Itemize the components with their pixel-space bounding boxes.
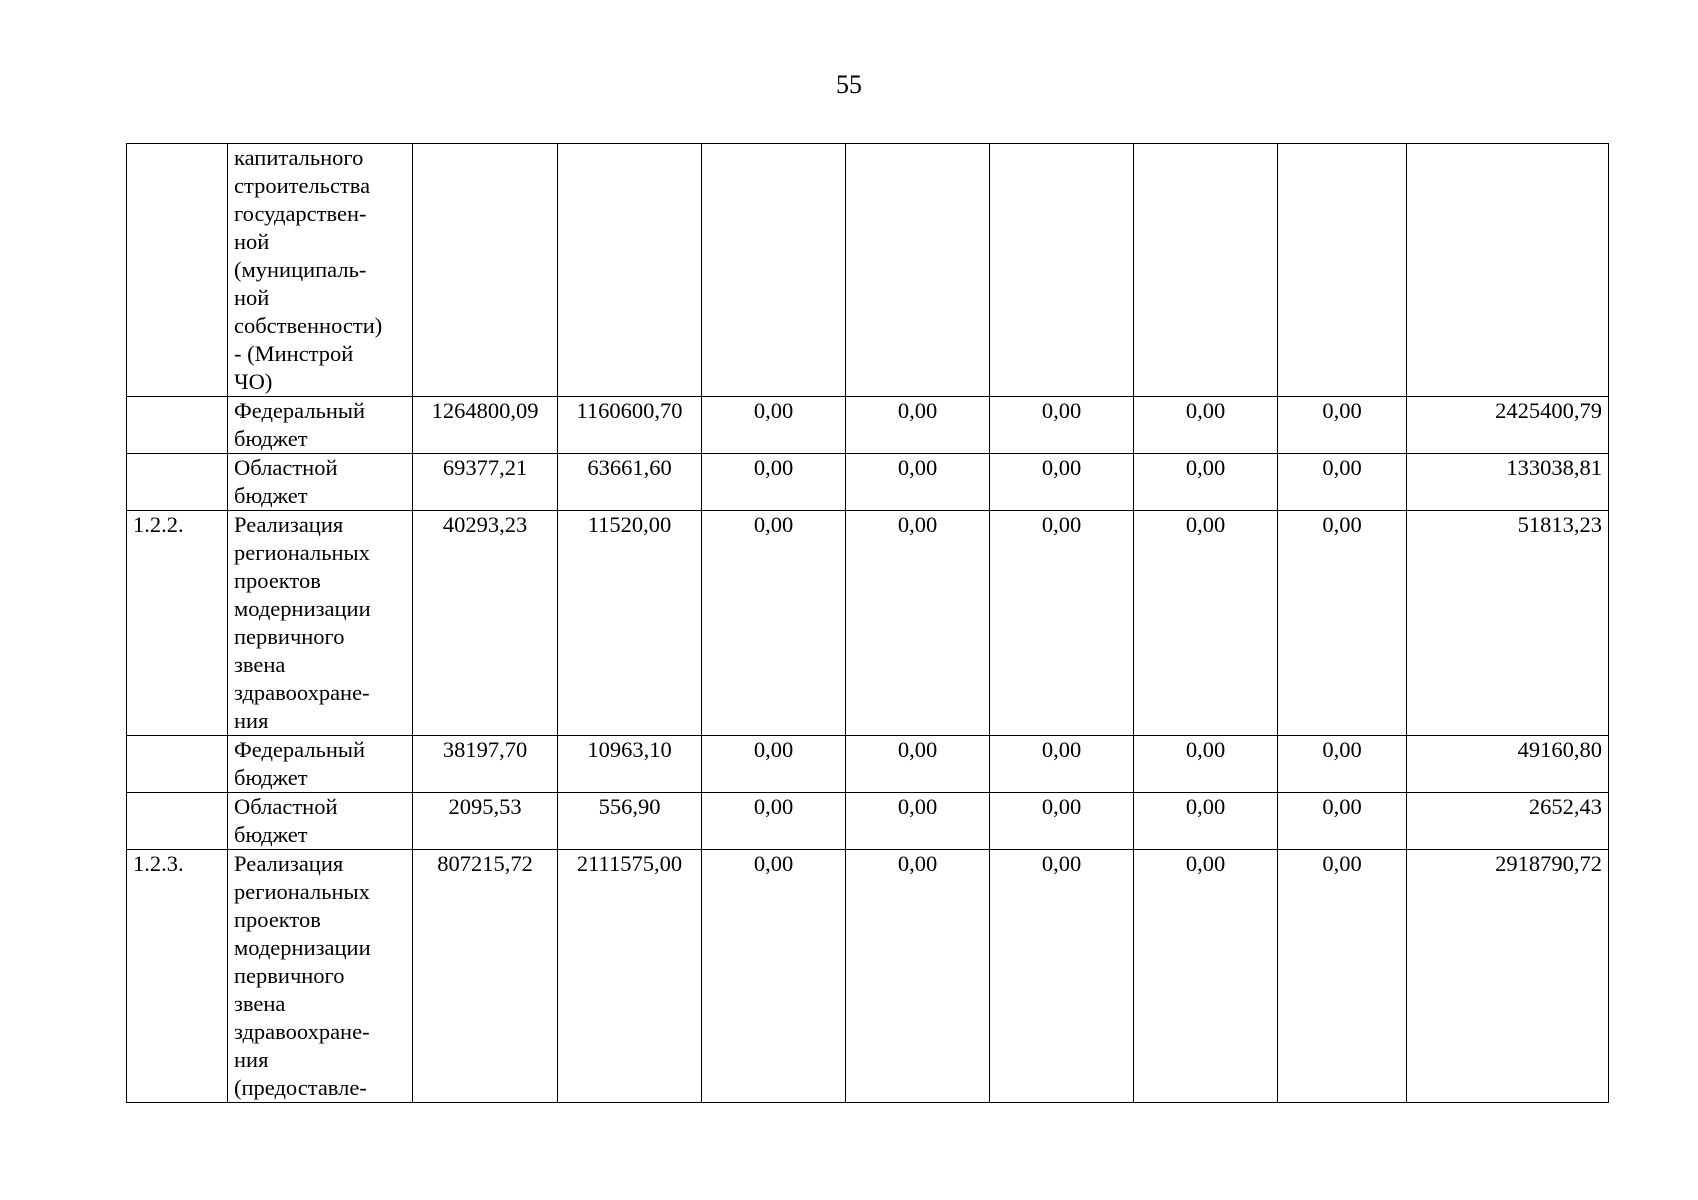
value-cell: 0,00 (1134, 793, 1278, 850)
value-cell (990, 144, 1134, 397)
value-cell (558, 144, 702, 397)
value-cell: 10963,10 (558, 736, 702, 793)
value-cell: 556,90 (558, 793, 702, 850)
value-cell: 1264800,09 (413, 397, 558, 454)
row-code (127, 397, 228, 454)
row-code: 1.2.2. (127, 511, 228, 736)
value-cell: 0,00 (702, 736, 846, 793)
row-code (127, 454, 228, 511)
value-cell: 0,00 (846, 736, 990, 793)
value-cell: 11520,00 (558, 511, 702, 736)
table-row (127, 850, 1609, 1103)
value-cell: 63661,60 (558, 454, 702, 511)
row-name (228, 850, 413, 1103)
value-cell (702, 144, 846, 397)
value-cell: 0,00 (846, 454, 990, 511)
value-cell: 0,00 (1134, 850, 1278, 1103)
total-cell: 49160,80 (1407, 736, 1609, 793)
value-cell: 2095,53 (413, 793, 558, 850)
total-cell: 133038,81 (1407, 454, 1609, 511)
value-cell: 0,00 (1278, 397, 1407, 454)
value-cell: 0,00 (1134, 511, 1278, 736)
total-cell: 2425400,79 (1407, 397, 1609, 454)
table-row (127, 397, 1609, 454)
value-cell: 0,00 (702, 793, 846, 850)
total-cell: 2652,43 (1407, 793, 1609, 850)
table-row (127, 454, 1609, 511)
value-cell: 807215,72 (413, 850, 558, 1103)
value-cell (413, 144, 558, 397)
value-cell: 0,00 (846, 850, 990, 1103)
value-cell: 0,00 (702, 850, 846, 1103)
row-name (228, 397, 413, 454)
row-name-text: Реализация региональных проектов модернизации первичного звена здравоохране- ния (предоставле- (234, 851, 371, 1100)
row-name-text: Областной бюджет (234, 794, 338, 847)
value-cell: 0,00 (1278, 454, 1407, 511)
row-code (127, 736, 228, 793)
row-name (228, 454, 413, 511)
value-cell: 69377,21 (413, 454, 558, 511)
row-name-text: Реализация региональных проектов модернизации первичного звена здравоохране- ния (234, 512, 371, 733)
value-cell (846, 144, 990, 397)
value-cell: 0,00 (702, 511, 846, 736)
value-cell: 1160600,70 (558, 397, 702, 454)
row-code (127, 144, 228, 397)
table-body (127, 144, 1609, 1103)
value-cell: 38197,70 (413, 736, 558, 793)
row-name (228, 793, 413, 850)
value-cell: 0,00 (990, 736, 1134, 793)
value-cell: 0,00 (846, 511, 990, 736)
total-cell: 2918790,72 (1407, 850, 1609, 1103)
value-cell: 0,00 (1134, 454, 1278, 511)
value-cell: 0,00 (1134, 736, 1278, 793)
table-row (127, 736, 1609, 793)
row-name (228, 144, 413, 397)
value-cell: 0,00 (702, 397, 846, 454)
value-cell (1278, 144, 1407, 397)
value-cell (1134, 144, 1278, 397)
page-number: 55 (836, 70, 862, 99)
value-cell: 0,00 (990, 511, 1134, 736)
value-cell: 0,00 (702, 454, 846, 511)
value-cell: 0,00 (1278, 850, 1407, 1103)
row-name-text: Областной бюджет (234, 455, 338, 508)
value-cell: 40293,23 (413, 511, 558, 736)
value-cell: 0,00 (846, 397, 990, 454)
total-cell: 51813,23 (1407, 511, 1609, 736)
value-cell: 0,00 (1278, 511, 1407, 736)
value-cell: 0,00 (846, 793, 990, 850)
table-row (127, 793, 1609, 850)
row-code (127, 793, 228, 850)
row-name-text: капитального строительства государствен- ной (муниципаль- ной собственности) - (Минстрой ЧО) (234, 145, 383, 394)
value-cell: 0,00 (990, 397, 1134, 454)
value-cell: 0,00 (1278, 736, 1407, 793)
value-cell: 0,00 (1278, 793, 1407, 850)
total-cell (1407, 144, 1609, 397)
row-name-text: Федеральный бюджет (234, 398, 366, 451)
value-cell: 0,00 (990, 850, 1134, 1103)
value-cell: 2111575,00 (558, 850, 702, 1103)
budget-table (126, 143, 1609, 1103)
row-code: 1.2.3. (127, 850, 228, 1103)
value-cell: 0,00 (990, 454, 1134, 511)
value-cell: 0,00 (990, 793, 1134, 850)
value-cell: 0,00 (1134, 397, 1278, 454)
row-name (228, 736, 413, 793)
row-name-text: Федеральный бюджет (234, 737, 366, 790)
table-row (127, 144, 1609, 397)
row-name (228, 511, 413, 736)
table-row (127, 511, 1609, 736)
